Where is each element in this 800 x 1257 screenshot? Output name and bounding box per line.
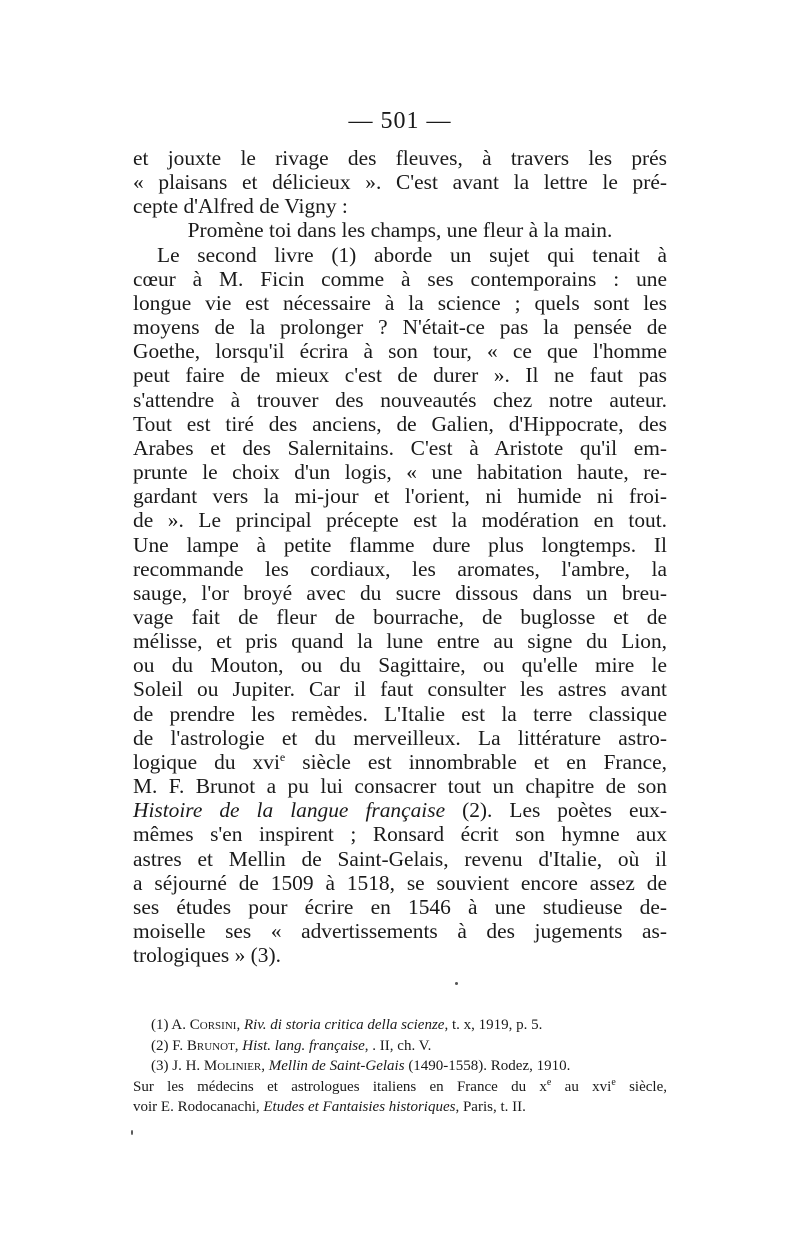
text-segment: , t. x, 1919, p. 5. [444, 1017, 543, 1033]
text-line: Tout est tiré des anciens, de Galien, d'Hippocrate, des [133, 411, 667, 436]
footnote-number: (2) F. [151, 1037, 187, 1054]
superscript: e [611, 1076, 616, 1088]
text-line: de ». Le principal précepte est la modération en tout. [133, 508, 667, 533]
text-line: cœur à M. Ficin comme à ses contemporains : une [133, 266, 667, 291]
text-line: Arabes et des Salernitains. C'est à Aristote qu'il em- [133, 435, 667, 460]
text-line: ses études pour écrire en 1546 à une studieuse de- [133, 894, 667, 919]
text-line: mélisse, et pris quand la lune entre au signe du Lion, [133, 629, 667, 654]
text-line: de l'astrologie et du merveilleux. La littérature astro- [133, 725, 667, 750]
text-line: mêmes s'en inspirent ; Ronsard écrit son hymne aux [133, 822, 667, 847]
text-line: sauge, l'or broyé avec du sucre dissous dans un breu- [133, 580, 667, 605]
ink-speck [455, 982, 458, 985]
text-line: moyens de la prolonger ? N'était-ce pas la pensée de [133, 315, 667, 340]
text-line: Goethe, lorsqu'il écrira à son tour, « ce que l'homme [133, 339, 667, 364]
text-segment: (2). Les poètes eux- [445, 798, 667, 823]
text-line: s'attendre à trouver des nouveautés chez notre auteur. [133, 387, 667, 412]
text-segment: , [261, 1058, 269, 1074]
text-line: prunte le choix d'un logis, « une habitation haute, re- [133, 460, 667, 485]
text-line: trologiques » (3). [133, 943, 281, 968]
text-line: gardant vers la mi-jour et l'orient, ni humide ni froi- [133, 484, 667, 509]
footnote-3 [133, 1056, 667, 1077]
text-segment: , [236, 1017, 244, 1033]
body-text [133, 146, 667, 967]
text-line: astres et Mellin de Saint-Gelais, revenu d'Italie, où il [133, 846, 667, 871]
work-title: Etudes et Fantaisies historiques [263, 1099, 456, 1115]
footnotes [133, 1015, 667, 1118]
text-segment: , [234, 1037, 243, 1054]
text-segment: , . II, ch. V. [364, 1037, 432, 1054]
author-name: Molinier [203, 1058, 262, 1074]
text-line: M. F. Brunot a pu lui consacrer tout un chapitre de son [133, 774, 667, 799]
text-line: longue vie est nécessaire à la science ; quels sont les [133, 290, 667, 315]
text-line: de prendre les remèdes. L'Italie est la terre classique [133, 701, 667, 726]
text-line: vage fait de fleur de bourrache, de buglosse et de [133, 604, 667, 629]
book-title: Histoire de la langue française [133, 798, 446, 823]
text-line: Une lampe à petite flamme dure plus longtemps. Il [133, 532, 667, 557]
author-name: Brunot [186, 1037, 235, 1054]
text-line: cepte d'Alfred de Vigny : [133, 194, 348, 219]
text-segment: logique du xvi [133, 749, 280, 774]
ink-speck [131, 1130, 133, 1135]
text-line: a séjourné de 1509 à 1518, se souvient encore assez de [133, 870, 667, 895]
text-line: peut faire de mieux c'est de durer ». Il ne faut pas [133, 363, 667, 388]
work-title: Hist. lang. française [242, 1037, 365, 1054]
text-line [133, 798, 667, 822]
text-line: Le second livre (1) aborde un sujet qui tenait à [157, 242, 667, 267]
footnote-2 [133, 1036, 667, 1057]
footnote-number: (1) A. [151, 1017, 190, 1033]
text-segment: , Paris, t. II. [455, 1099, 526, 1115]
text-segment: au xvi [551, 1078, 612, 1095]
superscript: e [279, 749, 286, 764]
author-name: Corsini [189, 1017, 237, 1033]
text-line: et jouxte le rivage des fleuves, à travers les prés [133, 146, 667, 170]
text-segment: siècle est innombrable et en France, [285, 749, 667, 774]
page-number: — 501 — [348, 108, 452, 134]
text-line: ou du Mouton, ou du Sagittaire, ou qu'elle mire le [133, 653, 667, 678]
footnote-3-continuation [133, 1077, 667, 1098]
text-segment: siècle, [615, 1078, 667, 1095]
text-line [133, 750, 667, 774]
superscript: e [546, 1076, 552, 1088]
work-title: Mellin de Saint-Gelais [268, 1058, 405, 1074]
footnote-1 [133, 1015, 667, 1036]
text-line: moiselle ses « advertissements à des jugements as- [133, 919, 667, 943]
verse-quote: Promène toi dans les champs, une fleur à la main. [187, 218, 613, 243]
text-line: Soleil ou Jupiter. Car il faut consulter les astres avant [133, 677, 667, 702]
text-line: « plaisans et délicieux ». C'est avant la lettre le pré- [133, 170, 667, 195]
footnote-3-continuation [133, 1097, 667, 1118]
text-segment: Sur les médecins et astrologues italiens en France du x [133, 1078, 547, 1095]
footnote-number: (3) J. H. [151, 1058, 204, 1074]
text-segment: (1490-1558). Rodez, 1910. [404, 1058, 571, 1074]
text-line: recommande les cordiaux, les aromates, l'ambre, la [133, 556, 667, 581]
work-title: Riv. di storia critica della scienze [243, 1017, 445, 1033]
text-segment: voir E. Rodocanachi, [133, 1099, 264, 1115]
